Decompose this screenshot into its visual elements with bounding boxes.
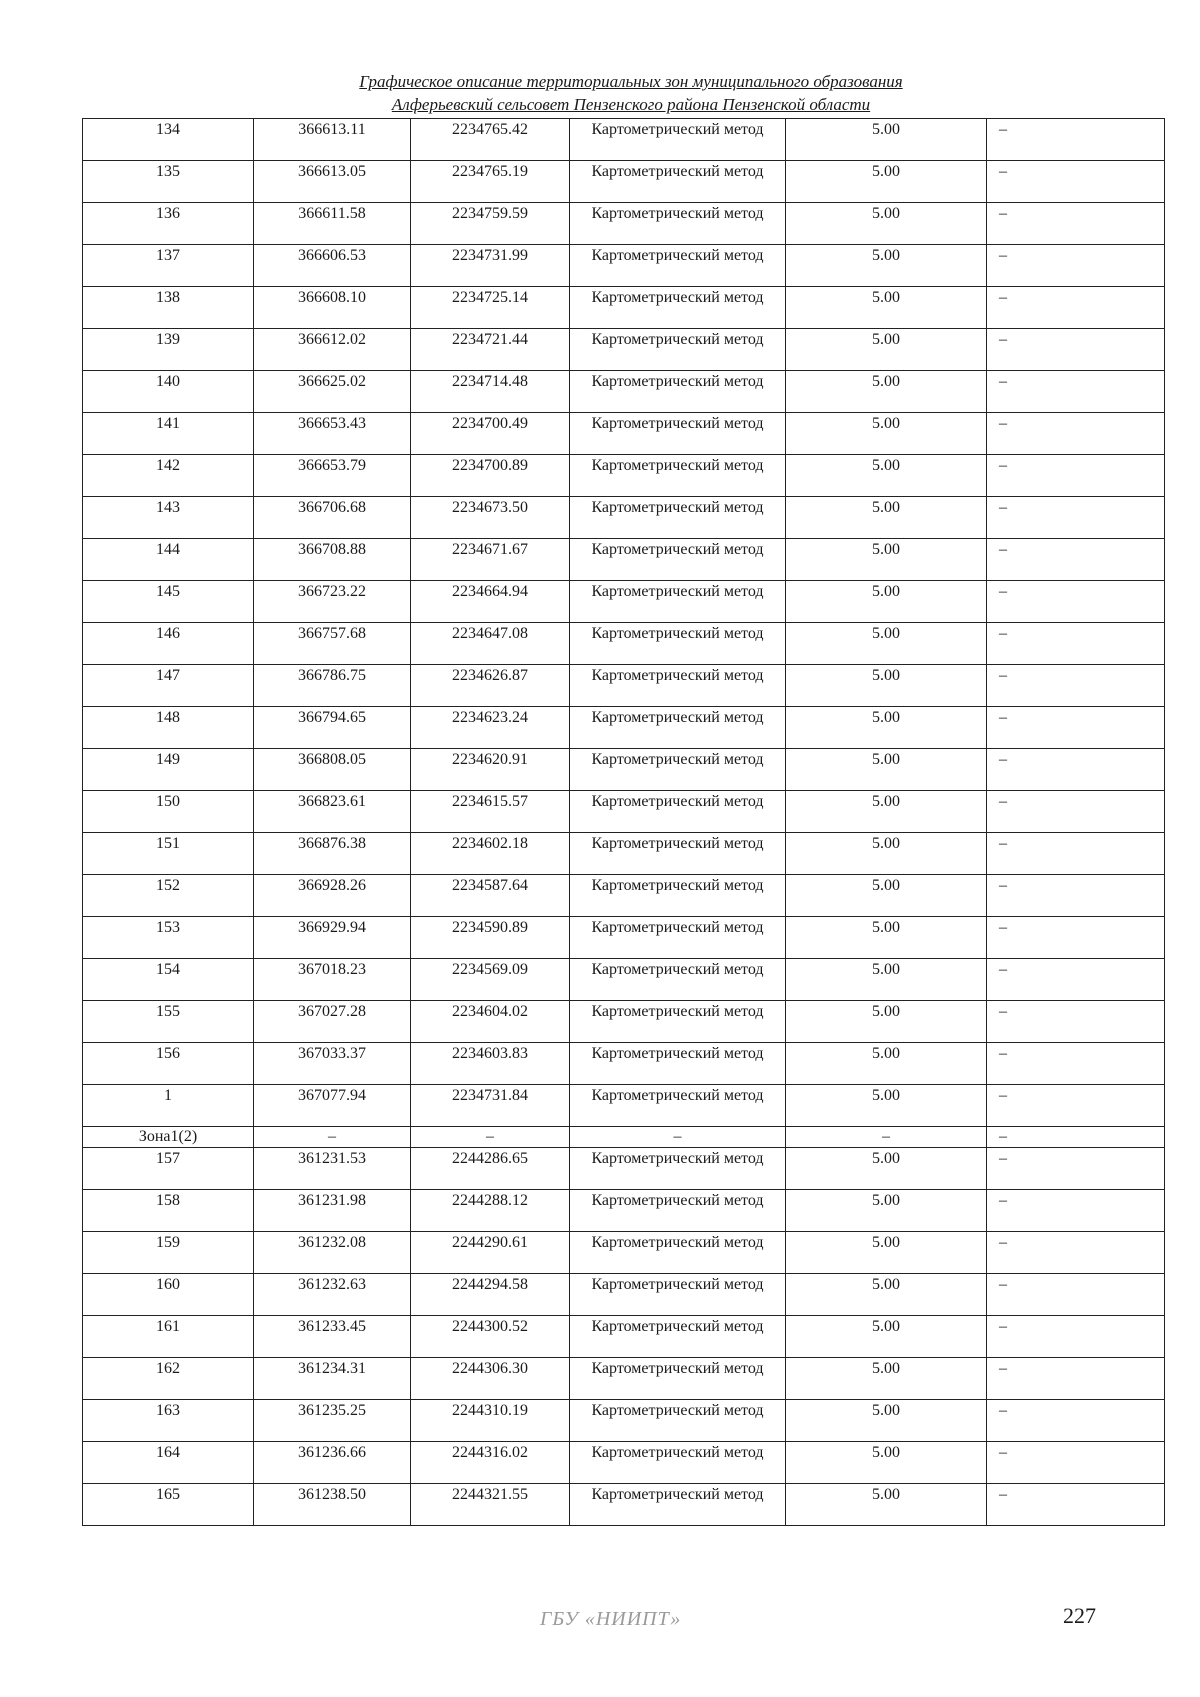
point-number-cell: 135 <box>83 161 254 203</box>
x-coordinate-cell: 366723.22 <box>254 581 411 623</box>
point-number-cell: 141 <box>83 413 254 455</box>
x-coordinate-cell: 366794.65 <box>254 707 411 749</box>
note-cell: – <box>987 1316 1165 1358</box>
table-row <box>83 875 1165 917</box>
method-cell: Картометрический метод <box>570 161 786 203</box>
note-cell: – <box>987 1484 1165 1526</box>
accuracy-cell: 5.00 <box>786 245 987 287</box>
x-coordinate-cell: 366653.43 <box>254 413 411 455</box>
accuracy-cell: 5.00 <box>786 497 987 539</box>
y-coordinate-cell: 2244294.58 <box>411 1274 570 1316</box>
y-coordinate-cell: 2244310.19 <box>411 1400 570 1442</box>
y-coordinate-cell: 2234603.83 <box>411 1043 570 1085</box>
method-cell: Картометрический метод <box>570 371 786 413</box>
y-coordinate-cell: 2234700.49 <box>411 413 570 455</box>
y-coordinate-cell: 2234759.59 <box>411 203 570 245</box>
method-cell: Картометрический метод <box>570 539 786 581</box>
accuracy-cell: 5.00 <box>786 959 987 1001</box>
method-cell: Картометрический метод <box>570 623 786 665</box>
method-cell: Картометрический метод <box>570 791 786 833</box>
table-row <box>83 1358 1165 1400</box>
table-row <box>83 1190 1165 1232</box>
point-number-cell: 160 <box>83 1274 254 1316</box>
method-cell: Картометрический метод <box>570 329 786 371</box>
x-coordinate-cell: 366929.94 <box>254 917 411 959</box>
point-number-cell: 142 <box>83 455 254 497</box>
y-coordinate-cell: 2234700.89 <box>411 455 570 497</box>
note-cell: – <box>987 203 1165 245</box>
x-coordinate-cell: 361231.53 <box>254 1148 411 1190</box>
y-coordinate-cell: 2234671.67 <box>411 539 570 581</box>
table-row <box>83 161 1165 203</box>
table-row <box>83 413 1165 455</box>
note-cell: – <box>987 1400 1165 1442</box>
table-row <box>83 665 1165 707</box>
method-cell: Картометрический метод <box>570 917 786 959</box>
accuracy-cell: 5.00 <box>786 1148 987 1190</box>
y-coordinate-cell: 2244300.52 <box>411 1316 570 1358</box>
method-cell: Картометрический метод <box>570 1358 786 1400</box>
header-line-2: Алферьевский сельсовет Пензенского района Пензенской области <box>391 95 871 114</box>
x-coordinate-cell: 366613.05 <box>254 161 411 203</box>
note-cell: – <box>987 455 1165 497</box>
method-cell: Картометрический метод <box>570 455 786 497</box>
coordinates-table-body <box>83 119 1165 1526</box>
accuracy-cell: 5.00 <box>786 791 987 833</box>
x-coordinate-cell: 367018.23 <box>254 959 411 1001</box>
note-cell: – <box>987 1148 1165 1190</box>
method-cell: Картометрический метод <box>570 1442 786 1484</box>
y-coordinate-cell: 2244321.55 <box>411 1484 570 1526</box>
point-number-cell: 150 <box>83 791 254 833</box>
x-coordinate-cell: 367077.94 <box>254 1085 411 1127</box>
method-cell: Картометрический метод <box>570 707 786 749</box>
note-cell: – <box>987 1043 1165 1085</box>
x-coordinate-cell: 361232.63 <box>254 1274 411 1316</box>
page-number: 227 <box>1063 1603 1096 1628</box>
method-cell: Картометрический метод <box>570 497 786 539</box>
accuracy-cell: 5.00 <box>786 581 987 623</box>
accuracy-cell: 5.00 <box>786 287 987 329</box>
table-row <box>83 287 1165 329</box>
y-coordinate-cell: 2234731.99 <box>411 245 570 287</box>
y-coordinate-cell: 2234626.87 <box>411 665 570 707</box>
x-coordinate-cell: 367027.28 <box>254 1001 411 1043</box>
note-cell: – <box>987 497 1165 539</box>
note-cell: – <box>987 245 1165 287</box>
zone-row <box>83 1127 1165 1148</box>
note-cell: – <box>987 749 1165 791</box>
document-header <box>0 70 1200 116</box>
method-cell: Картометрический метод <box>570 119 786 161</box>
point-number-cell: 156 <box>83 1043 254 1085</box>
accuracy-cell: 5.00 <box>786 623 987 665</box>
table-row <box>83 833 1165 875</box>
table-row <box>83 1442 1165 1484</box>
point-number-cell: 154 <box>83 959 254 1001</box>
note-cell: – <box>987 959 1165 1001</box>
method-cell: Картометрический метод <box>570 665 786 707</box>
accuracy-cell: 5.00 <box>786 203 987 245</box>
method-cell: Картометрический метод <box>570 1043 786 1085</box>
note-cell: – <box>987 371 1165 413</box>
accuracy-cell: 5.00 <box>786 1085 987 1127</box>
note-cell: – <box>987 1127 1165 1148</box>
accuracy-cell: 5.00 <box>786 665 987 707</box>
y-coordinate-cell: 2244306.30 <box>411 1358 570 1400</box>
note-cell: – <box>987 329 1165 371</box>
note-cell: – <box>987 707 1165 749</box>
y-coordinate-cell: 2234620.91 <box>411 749 570 791</box>
point-number-cell: 165 <box>83 1484 254 1526</box>
method-cell: Картометрический метод <box>570 959 786 1001</box>
table-row <box>83 1316 1165 1358</box>
y-coordinate-cell: 2234765.19 <box>411 161 570 203</box>
note-cell: – <box>987 875 1165 917</box>
y-coordinate-cell: – <box>411 1127 570 1148</box>
method-cell: Картометрический метод <box>570 245 786 287</box>
accuracy-cell: 5.00 <box>786 1274 987 1316</box>
x-coordinate-cell: 361232.08 <box>254 1232 411 1274</box>
accuracy-cell: 5.00 <box>786 119 987 161</box>
point-number-cell: 144 <box>83 539 254 581</box>
point-number-cell: 164 <box>83 1442 254 1484</box>
table-row <box>83 581 1165 623</box>
table-row <box>83 245 1165 287</box>
point-number-cell: 148 <box>83 707 254 749</box>
table-row <box>83 203 1165 245</box>
accuracy-cell: 5.00 <box>786 539 987 581</box>
method-cell: – <box>570 1127 786 1148</box>
method-cell: Картометрический метод <box>570 833 786 875</box>
method-cell: Картометрический метод <box>570 749 786 791</box>
point-number-cell: 163 <box>83 1400 254 1442</box>
point-number-cell: 155 <box>83 1001 254 1043</box>
note-cell: – <box>987 413 1165 455</box>
y-coordinate-cell: 2234615.57 <box>411 791 570 833</box>
point-number-cell: 145 <box>83 581 254 623</box>
method-cell: Картометрический метод <box>570 203 786 245</box>
y-coordinate-cell: 2234587.64 <box>411 875 570 917</box>
table-row <box>83 497 1165 539</box>
point-number-cell: 146 <box>83 623 254 665</box>
table-row <box>83 329 1165 371</box>
table-row <box>83 707 1165 749</box>
table-row <box>83 623 1165 665</box>
y-coordinate-cell: 2234569.09 <box>411 959 570 1001</box>
point-number-cell: 136 <box>83 203 254 245</box>
note-cell: – <box>987 1232 1165 1274</box>
note-cell: – <box>987 119 1165 161</box>
x-coordinate-cell: 361236.66 <box>254 1442 411 1484</box>
accuracy-cell: 5.00 <box>786 749 987 791</box>
table-row <box>83 1001 1165 1043</box>
y-coordinate-cell: 2244316.02 <box>411 1442 570 1484</box>
point-number-cell: 1 <box>83 1085 254 1127</box>
point-number-cell: 161 <box>83 1316 254 1358</box>
point-number-cell: 140 <box>83 371 254 413</box>
accuracy-cell: 5.00 <box>786 329 987 371</box>
accuracy-cell: 5.00 <box>786 1484 987 1526</box>
point-number-cell: 134 <box>83 119 254 161</box>
accuracy-cell: 5.00 <box>786 1043 987 1085</box>
method-cell: Картометрический метод <box>570 875 786 917</box>
method-cell: Картометрический метод <box>570 581 786 623</box>
x-coordinate-cell: 366612.02 <box>254 329 411 371</box>
note-cell: – <box>987 833 1165 875</box>
x-coordinate-cell: 366625.02 <box>254 371 411 413</box>
x-coordinate-cell: 366823.61 <box>254 791 411 833</box>
point-number-cell: Зона1(2) <box>83 1127 254 1148</box>
table-row <box>83 1274 1165 1316</box>
point-number-cell: 138 <box>83 287 254 329</box>
note-cell: – <box>987 1442 1165 1484</box>
header-line-1: Графическое описание территориальных зон муниципального образования <box>359 72 903 91</box>
y-coordinate-cell: 2234604.02 <box>411 1001 570 1043</box>
coordinates-table <box>82 118 1165 1526</box>
accuracy-cell: 5.00 <box>786 1358 987 1400</box>
point-number-cell: 152 <box>83 875 254 917</box>
table-row <box>83 791 1165 833</box>
method-cell: Картометрический метод <box>570 1190 786 1232</box>
accuracy-cell: 5.00 <box>786 707 987 749</box>
note-cell: – <box>987 161 1165 203</box>
table-row <box>83 1148 1165 1190</box>
method-cell: Картометрический метод <box>570 1232 786 1274</box>
y-coordinate-cell: 2244286.65 <box>411 1148 570 1190</box>
table-row <box>83 119 1165 161</box>
note-cell: – <box>987 917 1165 959</box>
point-number-cell: 139 <box>83 329 254 371</box>
y-coordinate-cell: 2234623.24 <box>411 707 570 749</box>
accuracy-cell: 5.00 <box>786 833 987 875</box>
table-row <box>83 1085 1165 1127</box>
point-number-cell: 149 <box>83 749 254 791</box>
point-number-cell: 159 <box>83 1232 254 1274</box>
y-coordinate-cell: 2234673.50 <box>411 497 570 539</box>
point-number-cell: 147 <box>83 665 254 707</box>
x-coordinate-cell: 366653.79 <box>254 455 411 497</box>
point-number-cell: 143 <box>83 497 254 539</box>
note-cell: – <box>987 791 1165 833</box>
accuracy-cell: 5.00 <box>786 1442 987 1484</box>
note-cell: – <box>987 1274 1165 1316</box>
accuracy-cell: 5.00 <box>786 1400 987 1442</box>
x-coordinate-cell: 366613.11 <box>254 119 411 161</box>
y-coordinate-cell: 2234731.84 <box>411 1085 570 1127</box>
point-number-cell: 153 <box>83 917 254 959</box>
accuracy-cell: 5.00 <box>786 1190 987 1232</box>
method-cell: Картометрический метод <box>570 1274 786 1316</box>
table-row <box>83 1484 1165 1526</box>
x-coordinate-cell: 366708.88 <box>254 539 411 581</box>
table-row <box>83 917 1165 959</box>
note-cell: – <box>987 1358 1165 1400</box>
x-coordinate-cell: 361231.98 <box>254 1190 411 1232</box>
y-coordinate-cell: 2234664.94 <box>411 581 570 623</box>
table-row <box>83 455 1165 497</box>
x-coordinate-cell: 366611.58 <box>254 203 411 245</box>
note-cell: – <box>987 539 1165 581</box>
method-cell: Картометрический метод <box>570 287 786 329</box>
x-coordinate-cell: 366606.53 <box>254 245 411 287</box>
accuracy-cell: 5.00 <box>786 1001 987 1043</box>
y-coordinate-cell: 2244288.12 <box>411 1190 570 1232</box>
table-row <box>83 1400 1165 1442</box>
point-number-cell: 162 <box>83 1358 254 1400</box>
x-coordinate-cell: – <box>254 1127 411 1148</box>
note-cell: – <box>987 623 1165 665</box>
table-row <box>83 959 1165 1001</box>
y-coordinate-cell: 2234765.42 <box>411 119 570 161</box>
method-cell: Картометрический метод <box>570 1316 786 1358</box>
table-row <box>83 371 1165 413</box>
y-coordinate-cell: 2234590.89 <box>411 917 570 959</box>
y-coordinate-cell: 2234721.44 <box>411 329 570 371</box>
method-cell: Картометрический метод <box>570 1484 786 1526</box>
x-coordinate-cell: 366786.75 <box>254 665 411 707</box>
accuracy-cell: 5.00 <box>786 1232 987 1274</box>
note-cell: – <box>987 581 1165 623</box>
note-cell: – <box>987 287 1165 329</box>
y-coordinate-cell: 2234647.08 <box>411 623 570 665</box>
x-coordinate-cell: 367033.37 <box>254 1043 411 1085</box>
x-coordinate-cell: 361238.50 <box>254 1484 411 1526</box>
x-coordinate-cell: 366608.10 <box>254 287 411 329</box>
x-coordinate-cell: 366706.68 <box>254 497 411 539</box>
note-cell: – <box>987 1190 1165 1232</box>
accuracy-cell: 5.00 <box>786 455 987 497</box>
accuracy-cell: 5.00 <box>786 875 987 917</box>
note-cell: – <box>987 1085 1165 1127</box>
method-cell: Картометрический метод <box>570 413 786 455</box>
table-row <box>83 1043 1165 1085</box>
accuracy-cell: 5.00 <box>786 161 987 203</box>
method-cell: Картометрический метод <box>570 1400 786 1442</box>
point-number-cell: 137 <box>83 245 254 287</box>
point-number-cell: 158 <box>83 1190 254 1232</box>
x-coordinate-cell: 366757.68 <box>254 623 411 665</box>
method-cell: Картометрический метод <box>570 1001 786 1043</box>
point-number-cell: 157 <box>83 1148 254 1190</box>
footer-organization: ГБУ «НИИПТ» <box>540 1608 682 1630</box>
table-row <box>83 1232 1165 1274</box>
accuracy-cell: – <box>786 1127 987 1148</box>
method-cell: Картометрический метод <box>570 1148 786 1190</box>
note-cell: – <box>987 665 1165 707</box>
accuracy-cell: 5.00 <box>786 917 987 959</box>
x-coordinate-cell: 366808.05 <box>254 749 411 791</box>
y-coordinate-cell: 2234714.48 <box>411 371 570 413</box>
x-coordinate-cell: 361235.25 <box>254 1400 411 1442</box>
x-coordinate-cell: 361234.31 <box>254 1358 411 1400</box>
accuracy-cell: 5.00 <box>786 1316 987 1358</box>
x-coordinate-cell: 366928.26 <box>254 875 411 917</box>
point-number-cell: 151 <box>83 833 254 875</box>
y-coordinate-cell: 2234602.18 <box>411 833 570 875</box>
table-row <box>83 539 1165 581</box>
accuracy-cell: 5.00 <box>786 371 987 413</box>
method-cell: Картометрический метод <box>570 1085 786 1127</box>
x-coordinate-cell: 361233.45 <box>254 1316 411 1358</box>
y-coordinate-cell: 2244290.61 <box>411 1232 570 1274</box>
y-coordinate-cell: 2234725.14 <box>411 287 570 329</box>
note-cell: – <box>987 1001 1165 1043</box>
accuracy-cell: 5.00 <box>786 413 987 455</box>
x-coordinate-cell: 366876.38 <box>254 833 411 875</box>
table-row <box>83 749 1165 791</box>
